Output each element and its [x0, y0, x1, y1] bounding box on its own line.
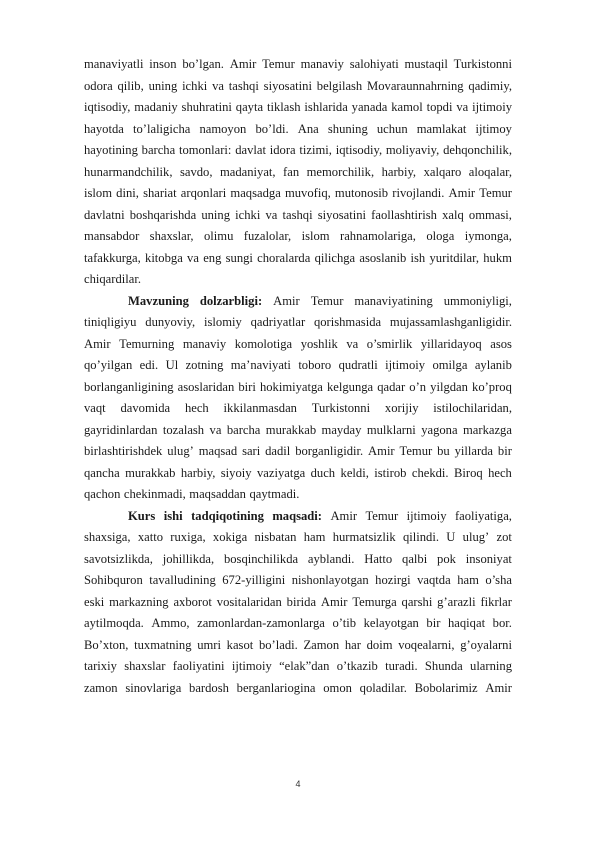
word: mustaqil: [404, 57, 448, 71]
word: axborot: [173, 594, 212, 609]
word: aylanib: [474, 358, 512, 372]
text-line: [84, 377, 512, 399]
word: ulug’: [167, 444, 194, 458]
word: manaviyatli: [84, 57, 144, 71]
word: turadi.: [385, 659, 418, 673]
word: tarixiy: [84, 659, 117, 673]
word: qachon: [84, 487, 121, 501]
word: islomiy: [204, 315, 242, 329]
word: bor.: [492, 616, 512, 630]
word: toboro: [298, 358, 332, 372]
word: bir: [497, 444, 512, 458]
text-line: [84, 248, 512, 270]
word: yillaridayoq: [420, 336, 482, 351]
word: shaxsiga,: [84, 530, 131, 544]
word: sinovlariga: [125, 680, 182, 695]
word: shariat: [143, 186, 177, 200]
word: memorchilik,: [306, 164, 375, 179]
word: Bo’xton,: [84, 637, 129, 652]
word: manaviy: [182, 336, 227, 351]
page-number: 4: [295, 779, 301, 789]
word: faollashtirish: [371, 207, 437, 222]
word: Shunda: [424, 659, 463, 673]
word: uning: [201, 207, 231, 222]
word: bosqinchilikda: [223, 551, 299, 566]
word: Amir: [273, 293, 300, 308]
word: madaniyat,: [219, 164, 276, 179]
word: inson: [149, 57, 177, 71]
word: eng: [203, 250, 222, 265]
word: ayblandi.: [307, 551, 355, 566]
word: “elak”dan: [279, 659, 330, 673]
word: keldi,: [340, 465, 369, 480]
word: harbiy,: [180, 465, 216, 480]
word: islom: [301, 229, 330, 243]
word: bir: [426, 616, 441, 630]
word: duch: [310, 465, 336, 480]
word: tomonlari:: [178, 143, 232, 157]
word: ish: [410, 250, 426, 265]
word: islom: [84, 186, 112, 200]
word: ologa: [426, 229, 455, 243]
word: sari: [242, 444, 261, 458]
word: kitobga: [145, 250, 183, 265]
text-line: [84, 355, 512, 377]
word: asos: [490, 336, 512, 351]
word: Amir: [84, 336, 111, 351]
word: fan: [283, 164, 300, 179]
word: ularning: [470, 659, 512, 673]
word: vositalaridan: [216, 594, 282, 609]
word: g’arazli: [437, 594, 476, 609]
word: Temur: [479, 186, 512, 200]
word: asoslanib: [359, 250, 407, 265]
word: dehqonchilik,: [443, 143, 512, 157]
word: bu: [437, 444, 450, 458]
word: hokimiyatga: [259, 379, 323, 394]
word: hech: [184, 401, 209, 415]
word: ham: [303, 530, 326, 544]
word: g’oyalarni: [460, 637, 512, 652]
word: manaviy: [300, 57, 344, 71]
word: maqsaddan: [189, 487, 246, 501]
word: va: [187, 250, 199, 265]
word: va: [265, 207, 278, 222]
word: madaniy: [134, 100, 178, 114]
word: ommasi,: [468, 207, 512, 222]
word: gayridinlardan: [84, 422, 158, 437]
text-line: [84, 570, 512, 592]
word: xokiga: [212, 530, 248, 544]
word: barcha: [226, 422, 261, 437]
word: odora: [84, 78, 113, 93]
paragraph-1: [84, 54, 512, 291]
word: savotsizlikda,: [84, 551, 153, 566]
word: qudratli: [338, 358, 378, 372]
word: birida: [286, 594, 317, 609]
bold-word: dolzarbligi:: [199, 293, 263, 308]
word: namoyon: [199, 121, 247, 136]
word: qayta: [235, 100, 264, 114]
word: voqealarni,: [398, 637, 455, 652]
word: mulklarni: [366, 422, 416, 437]
text-line: [84, 549, 512, 571]
word: eski: [84, 594, 105, 609]
word: moliyaviy,: [385, 143, 440, 157]
word: chiqardilar.: [84, 272, 141, 286]
word: ko’proq: [472, 379, 512, 394]
word: Sohibquron: [84, 573, 143, 587]
text-line: [84, 463, 512, 485]
word: qilib,: [117, 78, 144, 93]
text-line: [84, 398, 512, 420]
word: manaviyatining: [354, 293, 433, 308]
word: edi.: [139, 358, 159, 372]
word: Bobolarimiz: [414, 680, 478, 695]
word: asoslaridan: [177, 379, 235, 394]
text-line: [84, 334, 512, 356]
word: aloqalar,: [468, 164, 512, 179]
word: siyosatini: [317, 207, 367, 222]
word: qancha: [84, 465, 120, 480]
word: ichki: [235, 207, 261, 222]
word: borlanganligining: [84, 379, 174, 394]
word: yanada: [351, 100, 388, 114]
word: iymonga,: [464, 229, 512, 243]
word: Temur: [365, 508, 399, 523]
word: mansabdor: [84, 229, 140, 243]
word: to’laligicha: [132, 121, 191, 136]
word: ham: [457, 573, 479, 587]
text-line: [84, 140, 512, 162]
word: va: [346, 336, 359, 351]
word: johillikda,: [162, 551, 215, 566]
word: tavalludining: [149, 573, 216, 587]
word: shaxslar: [124, 659, 166, 673]
text-line: [84, 635, 512, 657]
word: o’tib: [332, 616, 356, 630]
word: chekinmadi,: [123, 487, 186, 501]
word: zamonlardan-zamonlarga: [197, 616, 325, 630]
paragraph-relevance: [84, 291, 512, 506]
word: topdi: [426, 100, 453, 114]
word: Temur: [262, 57, 295, 71]
word: kasot: [226, 637, 254, 652]
word: tozalash: [162, 422, 205, 437]
text-line: [84, 183, 512, 205]
text-line: [84, 226, 512, 248]
word: Amir: [320, 594, 348, 609]
text-line: [84, 269, 512, 291]
document-body: [84, 54, 512, 699]
word: davlatni: [84, 207, 125, 222]
word: qorishmasida: [313, 315, 382, 329]
word: qaytmadi.: [249, 487, 300, 501]
word: dadil: [265, 444, 291, 458]
word: Ammo,: [151, 616, 190, 630]
text-line: [84, 527, 512, 549]
word: pok: [437, 551, 456, 566]
word: markazning: [109, 594, 169, 609]
word: qalbi: [402, 551, 428, 566]
bold-word: ishi: [163, 508, 183, 523]
word: o’smirlik: [366, 336, 413, 351]
text-line: [84, 441, 512, 463]
word: yoshlik: [300, 336, 338, 351]
text-line: [84, 678, 512, 700]
word: olimu: [204, 229, 234, 243]
word: qoladilar.: [359, 680, 407, 695]
word: vaqt: [84, 401, 106, 415]
word: Amir: [485, 680, 512, 695]
word: Amir: [330, 508, 358, 523]
word: markazga: [462, 422, 512, 437]
word: kelgunga: [326, 379, 374, 394]
word: hurmatsizlik: [332, 530, 396, 544]
word: zamon: [84, 680, 118, 695]
word: xalqaro: [423, 164, 462, 179]
word: ijtimoiy: [472, 100, 512, 114]
word: shaxslar,: [149, 229, 194, 243]
word: haqiqat: [448, 616, 486, 630]
word: ijtimoy: [475, 121, 512, 136]
paragraph-goal: [84, 506, 512, 700]
word: ijtimoiy: [406, 508, 447, 523]
word: Temurga: [352, 594, 397, 609]
word: barcha: [141, 143, 176, 157]
word: yillarda: [454, 444, 494, 458]
word: insoniyat: [465, 551, 512, 566]
word: komolotiga: [234, 336, 293, 351]
word: qadar: [377, 379, 406, 394]
word: tuxmatning: [134, 637, 192, 652]
word: nishonlayotgan: [291, 573, 369, 587]
word: arqonlari: [180, 186, 227, 200]
word: yuritdilar,: [429, 250, 479, 265]
word: ulug’: [462, 530, 490, 544]
word: mutonosib: [334, 186, 389, 200]
word: sungi: [225, 250, 253, 265]
word: dini,: [116, 186, 139, 200]
word: va: [212, 78, 224, 93]
text-line: [84, 97, 512, 119]
word: Temur: [399, 444, 433, 458]
word: hukm: [483, 250, 512, 265]
word: o’n: [409, 379, 427, 394]
word: hech: [488, 465, 512, 480]
word: ma’naviyati: [230, 358, 291, 372]
word: muvofiq,: [284, 186, 331, 200]
word: tashqi: [282, 207, 313, 222]
word: uchun: [376, 121, 408, 136]
word: doim: [366, 637, 393, 652]
word: omon: [323, 680, 352, 695]
text-line: [84, 420, 512, 442]
word: tashqi: [228, 78, 259, 93]
text-line: [84, 76, 512, 98]
word: U: [446, 530, 456, 544]
word: biri: [238, 379, 256, 394]
word: chekdi.: [411, 465, 449, 480]
word: ijtimoiy: [231, 659, 272, 673]
text-line: [84, 312, 512, 334]
text-line: [84, 613, 512, 635]
word: bo’lgan.: [182, 57, 224, 71]
word: Temurning: [119, 336, 175, 351]
word: savdo,: [179, 164, 213, 179]
text-line: [84, 162, 512, 184]
word: iqtisodiy,: [335, 143, 383, 157]
word: rahnamolariga,: [340, 229, 416, 243]
word: va: [456, 100, 469, 114]
word: idora: [269, 143, 296, 157]
text-line: [84, 205, 512, 227]
word: o’sha: [485, 573, 512, 587]
word: nisbatan: [254, 530, 297, 544]
word: zotning: [185, 358, 224, 372]
word: Amir: [229, 57, 257, 71]
word: xatto: [137, 530, 163, 544]
word: ijtimoiy: [385, 358, 426, 372]
word: maqsad: [198, 444, 238, 458]
word: mamlakat: [416, 121, 467, 136]
word: siyoiy: [220, 465, 252, 480]
word: Hatto: [364, 551, 393, 566]
word: davomida: [120, 401, 171, 415]
word: aytilmoqda.: [84, 616, 144, 630]
text-line: [84, 656, 512, 678]
word: ikkilanmasdan: [223, 401, 297, 415]
word: hayotda: [84, 121, 124, 136]
word: berganlariogina: [236, 680, 316, 695]
word: Ana: [297, 121, 319, 136]
bold-word: Mavzuning: [128, 293, 189, 308]
word: umri: [197, 637, 221, 652]
word: qo’yilgan: [84, 358, 133, 372]
word: o’tkazib: [336, 659, 378, 673]
word: tiklash: [266, 100, 301, 114]
word: Turkistonni: [311, 401, 371, 415]
word: uning: [148, 78, 178, 93]
word: birlashtirishdek: [84, 444, 163, 458]
word: belgilash: [316, 78, 363, 93]
word: har: [344, 637, 361, 652]
word: maqsadga: [230, 186, 281, 200]
word: ishlarida: [304, 100, 348, 114]
word: iqtisodiy,: [84, 100, 131, 114]
word: vaziyatga: [256, 465, 306, 480]
word: fikrlar: [480, 594, 512, 609]
word: bardosh: [189, 680, 229, 695]
word: zot: [496, 530, 512, 544]
word: ummoniyligi,: [443, 293, 512, 308]
word: xalq: [442, 207, 464, 222]
word: murakkab: [125, 465, 176, 480]
word: fuzalolar,: [243, 229, 292, 243]
word: 672-yilligini: [222, 573, 286, 587]
word: kamol: [391, 100, 423, 114]
word: shuhratini: [181, 100, 232, 114]
word: tizimi,: [299, 143, 332, 157]
text-line: [84, 119, 512, 141]
bold-word: Kurs: [128, 508, 156, 523]
word: ichki: [182, 78, 208, 93]
word: davlat: [235, 143, 266, 157]
word: harbiy,: [381, 164, 417, 179]
word: ruxiga,: [170, 530, 206, 544]
bold-word: tadqiqotining: [191, 508, 264, 523]
word: yilgdan: [430, 379, 468, 394]
word: qadimiy,: [468, 78, 512, 93]
text-line: [84, 484, 512, 506]
word: rivojlandi.: [392, 186, 445, 200]
word: vaqtda: [417, 573, 451, 587]
word: mujassamlashganligidir.: [389, 315, 512, 329]
word: Ul: [165, 358, 179, 372]
word: Temur: [310, 293, 344, 308]
word: tafakkurga,: [84, 250, 141, 265]
word: siyosatini: [263, 78, 312, 93]
word: istirob: [374, 465, 407, 480]
text-line: [84, 291, 512, 313]
word: choralarda: [257, 250, 311, 265]
word: mayday: [321, 422, 362, 437]
word: hayotining: [84, 143, 138, 157]
word: bo’ladi.: [258, 637, 298, 652]
word: salohiyati: [349, 57, 399, 71]
word: qarshi: [401, 594, 433, 609]
word: qilichga: [314, 250, 356, 265]
word: boshqarishda: [129, 207, 197, 222]
word: Amir: [448, 186, 476, 200]
bold-word: maqsadi:: [272, 508, 322, 523]
word: istilochilaridan,: [433, 401, 512, 415]
word: qadriyatlar: [250, 315, 306, 329]
word: Movaraunnahrning: [367, 78, 464, 93]
word: Turkistonni: [453, 57, 512, 71]
text-line: [84, 592, 512, 614]
word: dunyoviy,: [145, 315, 196, 329]
word: faoliyatiga,: [454, 508, 512, 523]
word: shuning: [327, 121, 368, 136]
word: Zamon: [303, 637, 340, 652]
word: omilga: [432, 358, 468, 372]
word: borganligidir.: [295, 444, 364, 458]
word: bo’ldi.: [255, 121, 289, 136]
word: Amir: [368, 444, 395, 458]
text-line: [84, 54, 512, 76]
word: kelayotgan: [363, 616, 419, 630]
word: yagona: [421, 422, 458, 437]
text-line: [84, 506, 512, 528]
word: murakkab: [265, 422, 317, 437]
word: faoliyatini: [172, 659, 225, 673]
word: hozirgi: [375, 573, 411, 587]
word: tiniqligiyu: [84, 315, 137, 329]
word: xorijiy: [384, 401, 419, 415]
word: qilindi.: [402, 530, 439, 544]
word: Biroq: [453, 465, 483, 480]
word: va: [209, 422, 222, 437]
word: hunarmandchilik,: [84, 164, 173, 179]
